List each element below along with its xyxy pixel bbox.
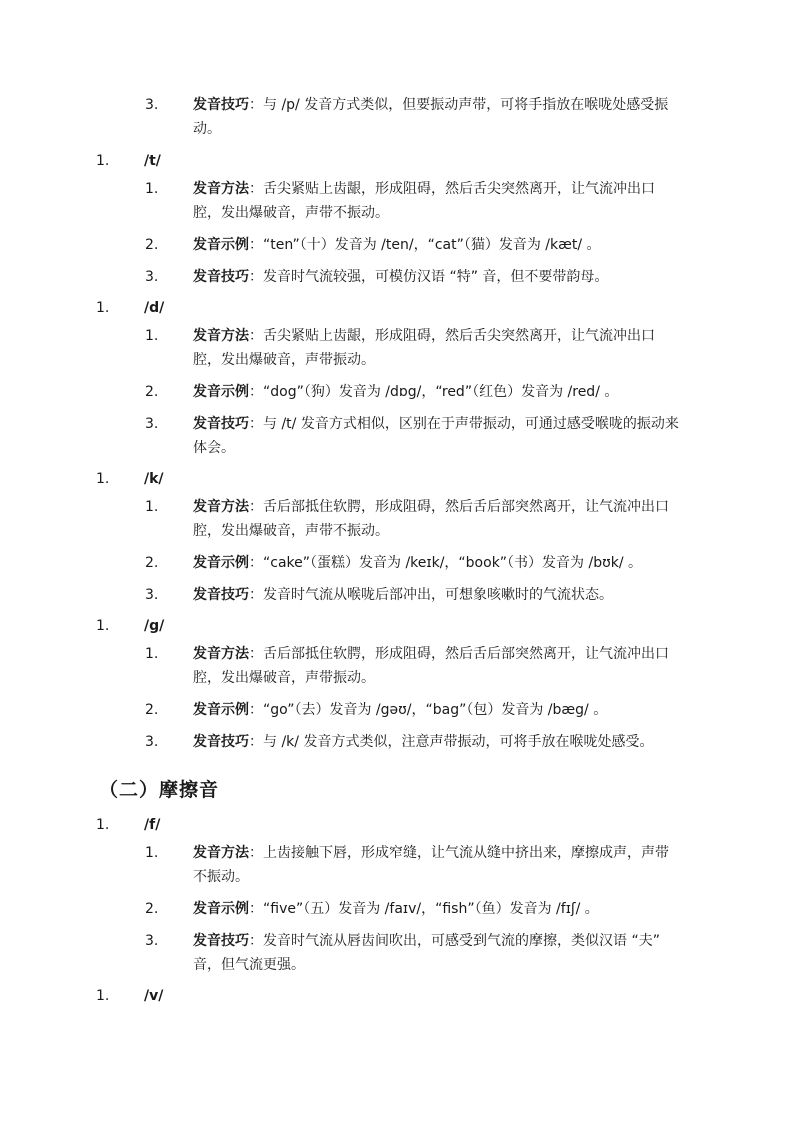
list-number: 1.: [145, 646, 159, 662]
detail-body: ：与 /k/ 发音方式类似，注意声带振动，可将手放在喉咙处感受。: [249, 734, 654, 750]
detail-text: [193, 412, 705, 460]
phoneme-list-item: [96, 985, 716, 1007]
phoneme-list-item: [96, 468, 716, 490]
detail-body: ：“dog”（狗）发音为 /dɒg/，“red”（红色）发音为 /red/ 。: [249, 384, 619, 400]
detail-body: ：“go”（去）发音为 /gəʊ/，“bag”（包）发音为 /bæg/ 。: [249, 702, 608, 718]
detail-label: 发音方法: [193, 845, 249, 861]
phoneme-symbol: /d/: [144, 300, 165, 316]
list-number: 1.: [96, 618, 110, 634]
detail-label: 发音技巧: [193, 933, 249, 949]
phoneme-symbol: /v/: [144, 988, 164, 1004]
detail-body: ：发音时气流从喉咙后部冲出，可想象咳嗽时的气流状态。: [249, 587, 613, 603]
phoneme-list-item: [96, 150, 716, 172]
list-number: 1.: [145, 328, 159, 344]
list-number: 3.: [145, 933, 159, 949]
list-number: 2.: [145, 555, 159, 571]
detail-text: [193, 380, 705, 404]
detail-text: [193, 583, 705, 607]
phoneme-symbol: /f/: [144, 817, 161, 833]
detail-label: 发音技巧: [193, 587, 249, 603]
detail-label: 发音方法: [193, 646, 249, 662]
detail-text: [193, 642, 705, 690]
detail-text: [193, 698, 705, 722]
detail-body: ：发音时气流从唇齿间吹出，可感受到气流的摩擦，类似汉语 “夫” 音，但气流更强。: [193, 933, 660, 973]
detail-text: [193, 265, 705, 289]
list-number: 1.: [96, 153, 110, 169]
phoneme-list-item: [96, 615, 716, 637]
detail-label: 发音技巧: [193, 734, 249, 750]
phoneme-symbol: /t/: [144, 153, 161, 169]
phoneme-symbol: /g/: [144, 618, 165, 634]
detail-text: [193, 93, 705, 141]
list-number: 1.: [96, 300, 110, 316]
list-number: 3.: [145, 269, 159, 285]
list-number: 3.: [145, 587, 159, 603]
detail-label: 发音技巧: [193, 416, 249, 432]
detail-label: 发音技巧: [193, 269, 249, 285]
list-number: 3.: [145, 416, 159, 432]
phoneme-list-item: [96, 297, 716, 319]
detail-body: ：舌尖紧贴上齿龈，形成阻碍，然后舌尖突然离开，让气流冲出口 腔，发出爆破音，声带不振动。: [193, 181, 655, 221]
list-number: 1.: [96, 988, 110, 1004]
detail-text: [193, 495, 705, 543]
detail-body: ：发音时气流较强，可模仿汉语 “特” 音，但不要带韵母。: [249, 269, 609, 285]
detail-text: [193, 841, 705, 889]
detail-label: 发音示例: [193, 237, 249, 253]
detail-body: ：上齿接触下唇，形成窄缝，让气流从缝中挤出来，摩擦成声，声带 不振动。: [193, 845, 669, 885]
phoneme-symbol: /k/: [144, 471, 164, 487]
detail-label: 发音方法: [193, 499, 249, 515]
detail-text: [193, 551, 705, 575]
detail-text: [193, 324, 705, 372]
list-number: 1.: [96, 817, 110, 833]
detail-text: [193, 897, 705, 921]
list-number: 1.: [96, 471, 110, 487]
list-number: 1.: [145, 181, 159, 197]
list-number: 1.: [145, 499, 159, 515]
list-number: 2.: [145, 901, 159, 917]
detail-text: [193, 730, 705, 754]
list-number: 2.: [145, 237, 159, 253]
detail-label: 发音示例: [193, 901, 249, 917]
detail-text: [193, 233, 705, 257]
list-number: 1.: [145, 845, 159, 861]
detail-label: 发音方法: [193, 328, 249, 344]
detail-text: [193, 177, 705, 225]
detail-label: 发音示例: [193, 555, 249, 571]
detail-label: 发音技巧: [193, 97, 249, 113]
detail-body: ：与 /t/ 发音方式相似，区别在于声带振动，可通过感受喉咙的振动来 体会。: [193, 416, 679, 456]
phoneme-list-item: [96, 814, 716, 836]
detail-label: 发音方法: [193, 181, 249, 197]
list-number: 3.: [145, 97, 159, 113]
section-title: （二）摩擦音: [99, 779, 220, 801]
list-number: 3.: [145, 734, 159, 750]
list-number: 2.: [145, 384, 159, 400]
detail-label: 发音示例: [193, 384, 249, 400]
detail-body: ：舌后部抵住软腭，形成阻碍，然后舌后部突然离开，让气流冲出口 腔，发出爆破音，声带振动。: [193, 646, 669, 686]
detail-text: [193, 929, 705, 977]
detail-body: ：“five”（五）发音为 /faɪv/，“fish”（鱼）发音为 /fɪʃ/ 。: [249, 901, 599, 917]
detail-body: ：与 /p/ 发音方式类似，但要振动声带，可将手指放在喉咙处感受振 动。: [193, 97, 669, 137]
detail-body: ：舌尖紧贴上齿龈，形成阻碍，然后舌尖突然离开，让气流冲出口 腔，发出爆破音，声带振动。: [193, 328, 655, 368]
detail-body: ：舌后部抵住软腭，形成阻碍，然后舌后部突然离开，让气流冲出口 腔，发出爆破音，声带不振动。: [193, 499, 669, 539]
list-number: 2.: [145, 702, 159, 718]
detail-body: ：“ten”（十）发音为 /ten/，“cat”（猫）发音为 /kæt/ 。: [249, 237, 601, 253]
detail-label: 发音示例: [193, 702, 249, 718]
detail-body: ：“cake”（蛋糕）发音为 /keɪk/，“book”（书）发音为 /bʊk/ 。: [249, 555, 643, 571]
